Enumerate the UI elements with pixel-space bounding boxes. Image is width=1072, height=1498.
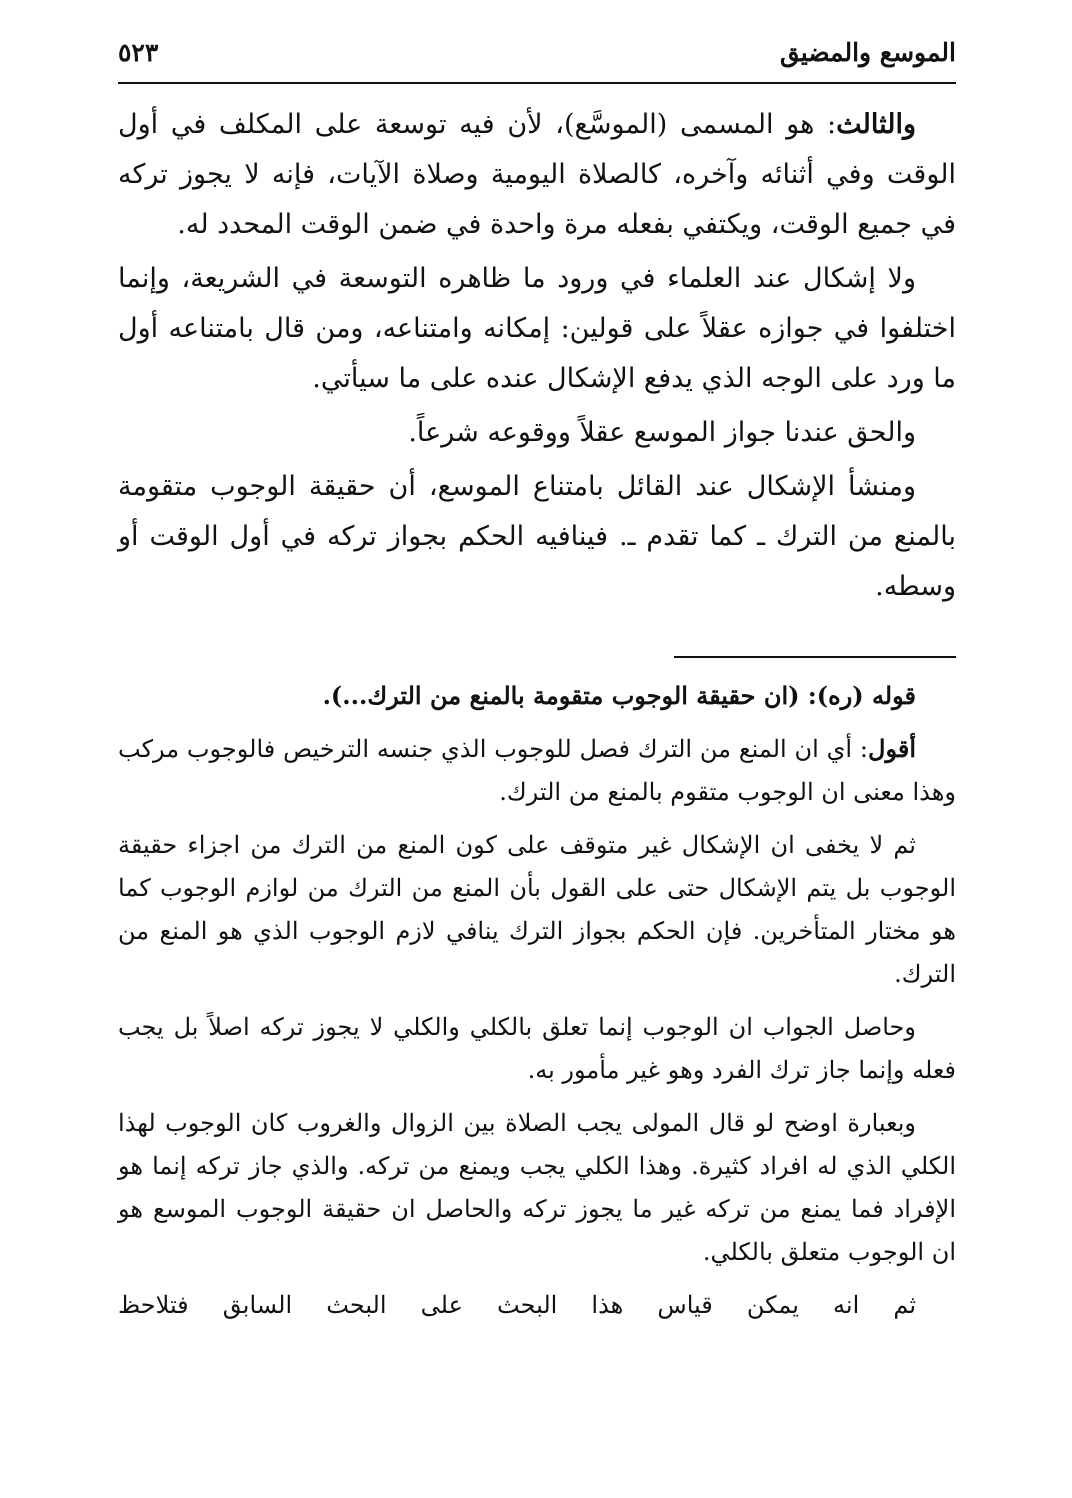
footnote-paragraph: ثم لا يخفى ان الإشكال غير متوقف على كون المنع من الترك من اجزاء حقيقة الوجوب بل يتم الإشكال حتى على القول بأن المنع من الترك من لوازم الوجوب كما هو مختار المتأخرين. فإن الحكم بجواز الترك ينافي لازم الوجوب الذي هو المنع من الترك. — [118, 831, 957, 988]
footnote-paragraph: ثم انه يمكن قياس هذا البحث على البحث السابق فتلاحظ — [118, 1291, 916, 1319]
paragraph-no-problem: ولا إشكال عند العلماء في ورود ما ظاهره التوسعة في الشريعة، وإنما اختلفوا في جوازه عقلاً على قولين: إمكانه وامتناعه، ومن قال بامتناعه أول ما ورد على الوجه الذي يدفع الإشكال عنده على ما سيأتي. — [118, 263, 956, 394]
main-text — [118, 100, 956, 612]
page-number: ٥٢٣ — [118, 38, 159, 67]
paragraph-third-type — [118, 100, 956, 250]
running-header — [118, 30, 956, 84]
book-page — [118, 30, 956, 1470]
footnotes — [118, 674, 956, 1327]
footnote-answer — [118, 727, 956, 814]
paragraph-text: : هو المسمى (الموسَّع)، لأن فيه توسعة على المكلف في أول الوقت وفي أثنائه وآخره، كالصلاة اليومية وصلاة الآيات، فإنه لا يجوز تركه في جميع الوقت، ويكتفي بفعله مرة واحدة في ضمن الوقت المحدد له. — [118, 109, 956, 240]
footnote-quote: قوله (ره): (ان حقيقة الوجوب متقومة بالمنع من الترك...). — [322, 681, 916, 710]
footnote-divider — [674, 656, 956, 658]
paragraph-origin-of-problem: ومنشأ الإشكال عند القائل بامتناع الموسع، أن حقيقة الوجوب متقومة بالمنع من الترك ـ كما تقدم ـ. فينافيه الحكم بجواز تركه في أول الوقت أو وسطه. — [118, 471, 956, 602]
footnote-paragraph: وبعبارة اوضح لو قال المولى يجب الصلاة بين الزوال والغروب كان الوجوب لهذا الكلي الذي له افراد كثيرة. وهذا الكلي يجب ويمنع من تركه. والذي جاز تركه إنما هو الإفراد فما يمنع من تركه غير ما يجوز تركه والحاصل ان حقيقة الوجوب الموسع هو ان الوجوب متعلق بالكلي. — [118, 1109, 956, 1266]
chapter-title: الموسع والمضيق — [779, 38, 956, 67]
footnote-paragraph: وحاصل الجواب ان الوجوب إنما تعلق بالكلي والكلي لا يجوز تركه اصلاً بل يجب فعله وإنما جاز ترك الفرد وهو غير مأمور به. — [118, 1013, 956, 1084]
paragraph-lead-word: والثالث — [836, 109, 916, 140]
footnote-lead-word: أقول — [868, 734, 916, 763]
footnote-text: : أي ان المنع من الترك فصل للوجوب الذي جنسه الترخيص فالوجوب مركب وهذا معنى ان الوجوب متقوم بالمنع من الترك. — [118, 735, 956, 806]
paragraph-truth: والحق عندنا جواز الموسع عقلاً ووقوعه شرعاً. — [408, 417, 916, 448]
